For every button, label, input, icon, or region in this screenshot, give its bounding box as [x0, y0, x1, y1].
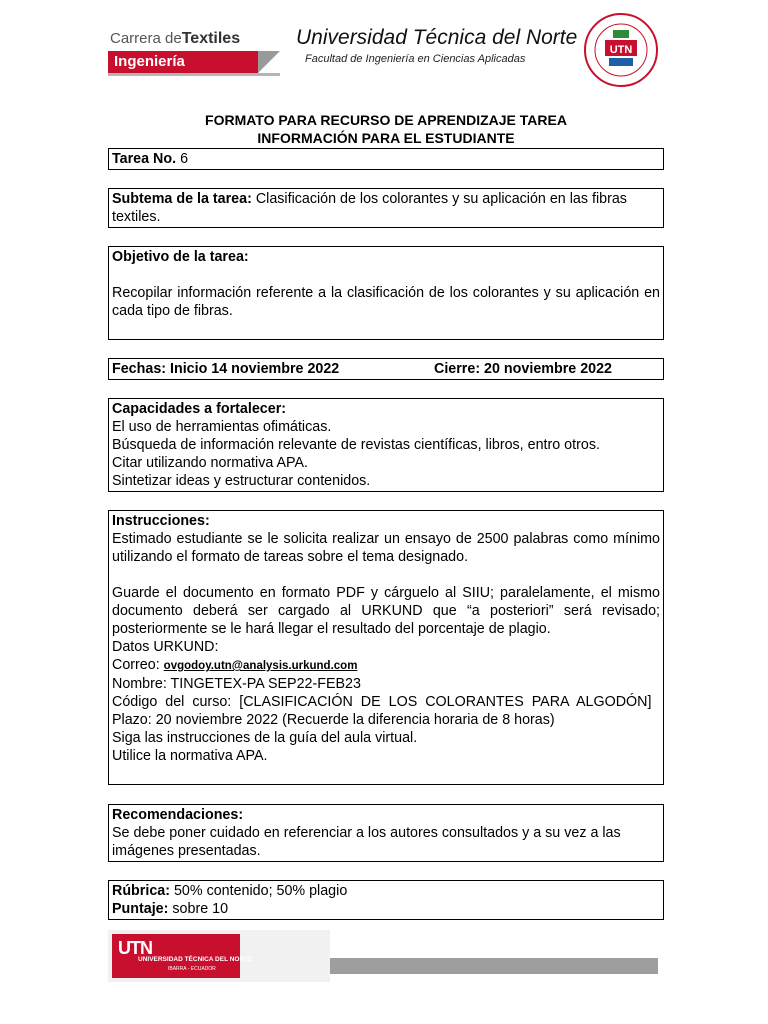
form-subtitle: INFORMACIÓN PARA EL ESTUDIANTE	[257, 130, 515, 146]
capacidades-label: Capacidades a fortalecer:	[112, 401, 287, 417]
faculty-name: Facultad de Ingeniería en Ciencias Aplicadas	[305, 53, 526, 65]
fecha-cierre: Cierre: 20 noviembre 2022	[434, 361, 613, 377]
objetivo-text: Recopilar información referente a la clasificación de los colorantes y su aplicación en cada tipo de fibras.	[112, 285, 660, 319]
subtema-value: Clasificación de los colorantes y su aplicación en las fibras textiles.	[112, 191, 627, 225]
tarea-value: 6	[180, 151, 189, 167]
faculty-tag-label: Ingeniería	[114, 53, 185, 70]
capacidad-item: Citar utilizando normativa APA.	[112, 455, 309, 471]
instrucciones-label: Instrucciones:	[112, 513, 210, 529]
datos-urkund: Datos URKUND:	[112, 639, 219, 655]
codigo-line: Código del curso: [CLASIFICACIÓN DE LOS COLORANTES PARA ALGODÓN]	[112, 694, 652, 710]
rubrica-box	[108, 880, 664, 920]
capacidad-item: El uso de herramientas ofimáticas.	[112, 419, 332, 435]
seal-center-text: UTN	[609, 44, 633, 56]
logo-grey-wedge	[258, 51, 280, 73]
objetivo-box	[108, 246, 664, 340]
career-label	[110, 30, 240, 48]
capacidad-item: Sintetizar ideas y estructurar contenidos.	[112, 473, 371, 489]
fechas-box	[108, 358, 664, 380]
capacidades-box	[108, 398, 664, 492]
rubrica-value: 50% contenido; 50% plagio	[173, 883, 348, 899]
university-name: Universidad Técnica del Norte	[296, 26, 578, 49]
footer-city: IBARRA - ECUADOR	[168, 966, 216, 972]
utilice-line: Utilice la normativa APA.	[112, 748, 268, 764]
logo-underline	[108, 73, 280, 76]
footer-logo-text: UTN	[118, 938, 152, 958]
capacidad-item: Búsqueda de información relevante de revistas científicas, libros, entro otros.	[112, 437, 600, 453]
correo-link[interactable]: ovgodoy.utn@analysis.urkund.com	[163, 660, 358, 672]
career-name: Textiles	[181, 30, 241, 47]
puntaje-label: Puntaje:	[112, 901, 169, 917]
siga-line: Siga las instrucciones de la guía del aula virtual.	[112, 730, 418, 746]
objetivo-label: Objetivo de la tarea:	[112, 249, 249, 265]
career-logo	[108, 28, 280, 74]
instrucciones-box	[108, 510, 664, 785]
plazo-line: Plazo: 20 noviembre 2022 (Recuerde la diferencia horaria de 8 horas)	[112, 712, 555, 728]
correo-label: Correo:	[112, 657, 160, 673]
tarea-label: Tarea No.	[112, 151, 177, 167]
university-seal	[583, 12, 659, 88]
recomendaciones-box	[108, 804, 664, 862]
puntaje-value: sobre 10	[172, 901, 229, 917]
nombre-line: Nombre: TINGETEX-PA SEP22-FEB23	[112, 676, 361, 692]
footer-logo-block	[112, 934, 253, 978]
instrucciones-p2: Guarde el documento en formato PDF y cárguelo al SIIU; paralelamente, el mismo documento deberá ser cargado al URKUND que “a posteriori” será revisado; posteriormente se le hará llegar el resultado del porcentaje de plagio.	[112, 585, 660, 637]
footer-grey-bar	[330, 958, 658, 974]
rubrica-label: Rúbrica:	[112, 883, 170, 899]
tarea-box	[108, 148, 664, 170]
fecha-inicio: Fechas: Inicio 14 noviembre 2022	[112, 361, 340, 377]
faculty-tag	[108, 51, 258, 73]
recomendaciones-label: Recomendaciones:	[112, 807, 244, 823]
career-prefix: Carrera de	[110, 30, 182, 47]
recomendaciones-text: Se debe poner cuidado en referenciar a los autores consultados y a su vez a las imágenes presentadas.	[112, 825, 621, 859]
form-title: FORMATO PARA RECURSO DE APRENDIZAJE TAREA	[205, 112, 567, 128]
instrucciones-p1: Estimado estudiante se le solicita realizar un ensayo de 2500 palabras como mínimo utilizando el formato de tareas sobre el tema designado.	[112, 531, 660, 565]
footer-university: UNIVERSIDAD TÉCNICA DEL NORTE	[138, 956, 253, 963]
subtema-box	[108, 188, 664, 228]
correo-line	[112, 656, 660, 675]
footer-logo	[108, 930, 330, 982]
subtema-label: Subtema de la tarea:	[112, 191, 252, 207]
